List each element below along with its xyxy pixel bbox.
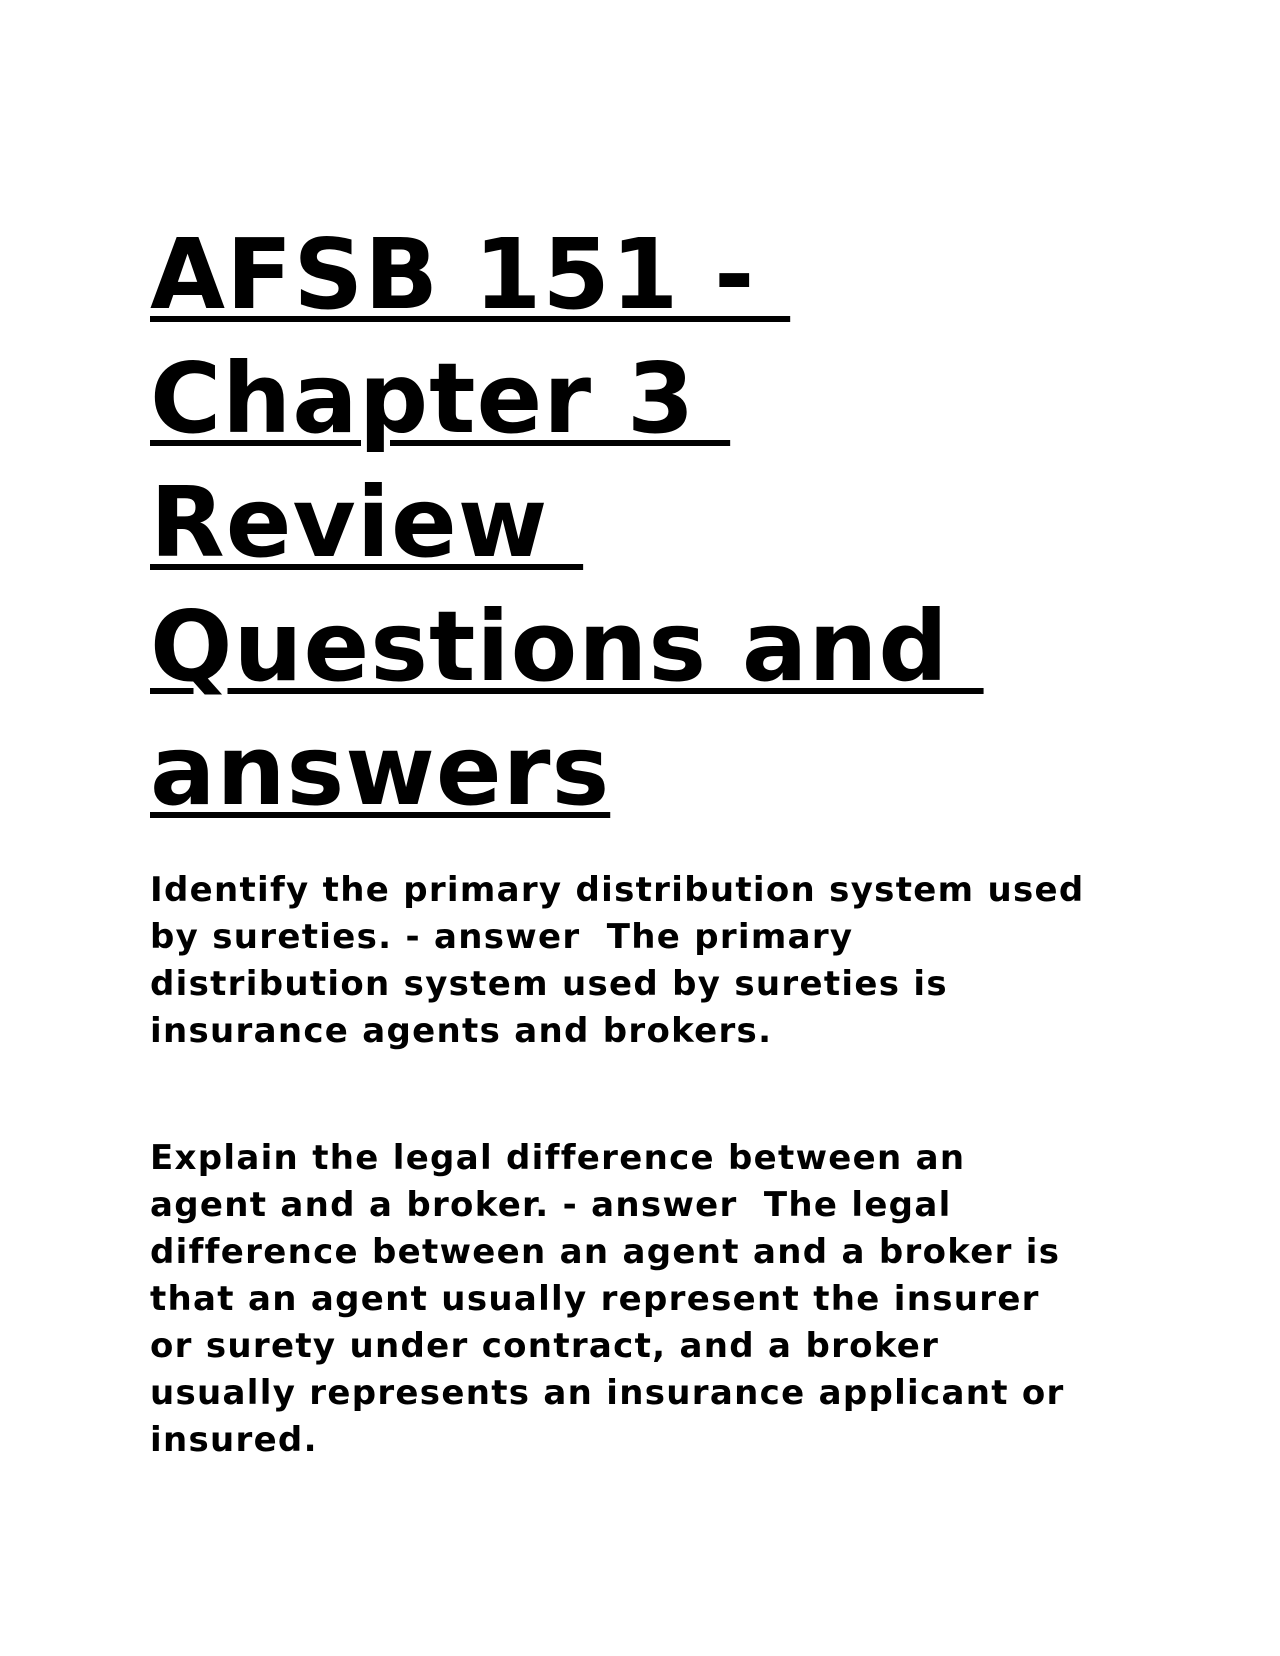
qa-line: insurance agents and brokers. (150, 1011, 773, 1051)
qa-line: that an agent usually represent the insurer (150, 1279, 1040, 1319)
qa-line: Identify the primary distribution system used (150, 870, 1085, 910)
qa-line: by sureties. - answer The primary (150, 917, 854, 957)
qa-line: Explain the legal difference between an (150, 1138, 966, 1178)
title-line: Chapter 3 (150, 342, 731, 455)
qa-block-distribution-system (150, 867, 1130, 1055)
qa-line: usually represents an insurance applicant or (150, 1373, 1065, 1413)
qa-line: insured. (150, 1420, 318, 1460)
title-line: answers (150, 714, 611, 827)
title-line: Questions and (150, 590, 984, 703)
qa-line: difference between an agent and a broker is (150, 1232, 1061, 1272)
qa-line: or surety under contract, and a broker (150, 1326, 940, 1366)
qa-block-agent-vs-broker (150, 1135, 1130, 1464)
title-line: AFSB 151 - (150, 218, 791, 331)
document-title (150, 213, 1130, 833)
title-line: Review (150, 466, 584, 579)
document-page (150, 213, 1130, 1464)
qa-line: distribution system used by sureties is (150, 964, 948, 1004)
qa-line: agent and a broker. - answer The legal (150, 1185, 952, 1225)
